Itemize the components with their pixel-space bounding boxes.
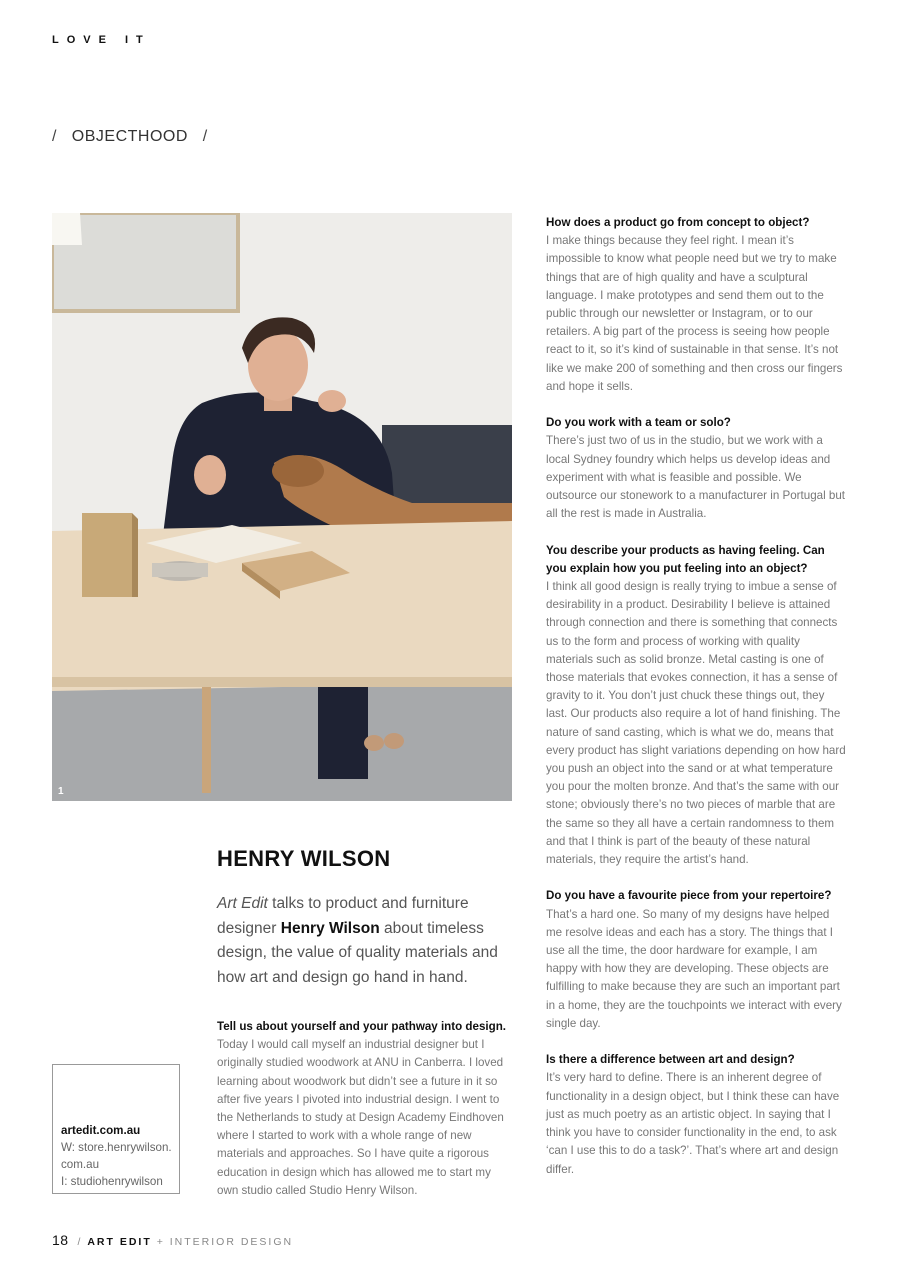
qa-answer: Today I would call myself an industrial designer but I originally studied woodwork at ANU in Canberra. I loved learning about woodwork but didn’t see a future in it so after five years I pivoted into industrial design. I went to the Netherlands to study at Design Academy Eindhoven where I started to work with a whole range of new materials and approaches. So I have quite a rigorous education in design which has allowed me to start my own studio called Studio Henry Wilson. [217, 1038, 504, 1197]
portrait-photo [52, 213, 512, 801]
qa-answer: That’s a hard one. So many of my designs have helped me resolve ideas and each has a story. The things that I use all the time, the door hardware for example, I am happy with how they are developing. These objects are fulfilling to make because they are such an important part in a home, they are the touchpoints we interact with every single day. [546, 907, 842, 1030]
qa-question: You describe your products as having feeling. Can you explain how you put feeling into an object? [546, 543, 825, 575]
qa-block [546, 214, 846, 396]
intro-subject-name: Henry Wilson [280, 919, 380, 937]
footer-plus: + [156, 1236, 165, 1248]
section-slash-left: / [52, 128, 57, 145]
info-box-text [61, 1122, 172, 1190]
footer-brand: ART EDIT [87, 1236, 152, 1248]
info-website[interactable]: artedit.com.au [61, 1124, 141, 1137]
section-slash-right: / [202, 128, 208, 145]
qa-answer: There’s just two of us in the studio, but we work with a local Sydney foundry which helps us develop ideas and experiment with what is feasible and possible. We outsource our stonework to a manufacturer in Portugal but all the rest is made in Australia. [546, 434, 846, 521]
section-title: OBJECTHOOD [71, 128, 188, 145]
kicker-label: LOVE IT [52, 34, 151, 46]
intro-text-2: about timeless design, the value of quality materials and how art and design go hand in hand. [217, 919, 498, 986]
qa-block [546, 414, 846, 523]
qa-question: Do you work with a team or solo? [546, 416, 731, 430]
qa-answer: I make things because they feel right. I mean it’s impossible to know what people need but we try to make things that are of high quality and have a sculptural language. I make prototypes and send them out to the public through our newsletter or Instagram, or to our retailers. A big part of the process is seeing how people react to it, so it’s kind of sustainable in that sense. It’s not like we make 200 of something and then cross our fingers and hope it sells. [546, 234, 843, 393]
section-heading [52, 128, 208, 146]
info-store-line1: W: store.henrywilson. [61, 1141, 172, 1154]
qa-question: Tell us about yourself and your pathway into design. [217, 1020, 507, 1033]
page-number: 18 [52, 1232, 69, 1248]
qa-block-left [217, 1018, 512, 1200]
intro-publication-name: Art Edit [217, 895, 268, 912]
photo-illustration [52, 213, 512, 801]
footer-separator: / [77, 1236, 83, 1248]
qa-question: Is there a difference between art and design? [546, 1053, 795, 1067]
article-intro [217, 892, 502, 990]
intro-text-1: talks to product and furniture designer [217, 895, 469, 937]
qa-question: How does a product go from concept to object? [546, 216, 810, 229]
qa-question: Do you have a favourite piece from your repertoire? [546, 889, 832, 903]
qa-block [546, 1051, 846, 1178]
qa-block [546, 887, 846, 1033]
qa-column-right [546, 214, 846, 1197]
footer-section: INTERIOR DESIGN [169, 1236, 294, 1248]
info-instagram: I: studiohenrywilson [61, 1175, 163, 1188]
article-title: HENRY WILSON [217, 846, 391, 871]
qa-block [546, 542, 846, 870]
qa-answer: It’s very hard to define. There is an inherent degree of functionality in a design object, but I think these can have just as much poetry as an artistic object. In saying that I think you have to consider functionality in the end, to ask ‘can I use this to do a task?’. That’s where art and design differ. [546, 1071, 840, 1176]
qa-answer: I think all good design is really trying to imbue a sense of desirability in a product. Desirability I believe is attained through connection and there is something that connects us to the form and process of working with quality materials such as solid bronze. Metal casting is one of those materials that evokes connection, it has a sense of gravity to it. You don’t just chuck these things out, they last. Our products also require a lot of hand finishing. The nature of sand casting, which is what we do, means that every product has slight variations depending on how hard you push an object into the sand or at what temperature you pour the molten bronze. And that’s the same with our stone; obviously there’s no two pieces of marble that are the same so they all have a certain randomness to them and that I think is part of the beauty of these natural materials, they require the artist’s hand. [546, 580, 846, 867]
page-footer [52, 1232, 293, 1248]
photo-caption-number: 1 [58, 786, 64, 797]
info-store-line2: com.au [61, 1158, 100, 1171]
